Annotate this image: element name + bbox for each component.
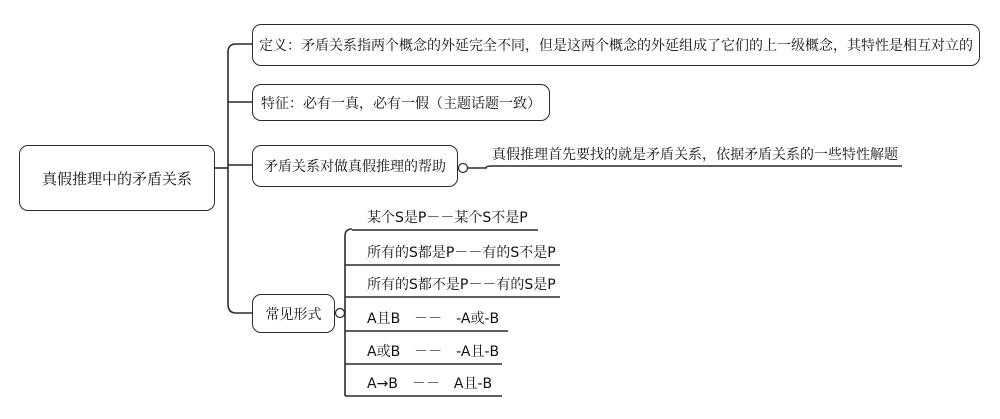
main-spine — [228, 44, 252, 313]
form-item-2: 所有的S都是P－－有的S不是P — [367, 245, 556, 261]
help-note: 真假推理首先要找的就是矛盾关系，依据矛盾关系的一些特性解题 — [492, 147, 898, 163]
definition-label: 定义：矛盾关系指两个概念的外延完全不同，但是这两个概念的外延组成了它们的上一级概念，其特性是相互对立的 — [259, 38, 973, 54]
forms-collapse-circle — [336, 309, 345, 318]
branch-definition[interactable] — [252, 24, 980, 66]
forms-top-connector — [345, 229, 352, 236]
form-item-3: 所有的S都不是P－－有的S是P — [367, 277, 556, 293]
form-item-5: A或B －－ -A且-B — [367, 344, 500, 360]
branch-feature[interactable] — [252, 84, 550, 121]
branch-help[interactable] — [252, 145, 458, 187]
forms-label: 常见形式 — [265, 306, 322, 323]
form-item-4: A且B －－ -A或-B — [367, 311, 500, 327]
help-label: 矛盾关系对做真假推理的帮助 — [264, 159, 446, 175]
root-node[interactable] — [19, 145, 215, 211]
feature-label: 特征：必有一真，必有一假（主题话题一致） — [261, 95, 541, 112]
root-label: 真假推理中的矛盾关系 — [41, 169, 192, 188]
form-item-1: 某个S是P－－某个S不是P — [367, 210, 528, 226]
form-item-6: A→B －－ A且-B — [367, 376, 493, 392]
branch-forms[interactable] — [252, 294, 335, 333]
help-collapse-circle — [459, 164, 468, 173]
help-note-connector — [463, 166, 902, 168]
